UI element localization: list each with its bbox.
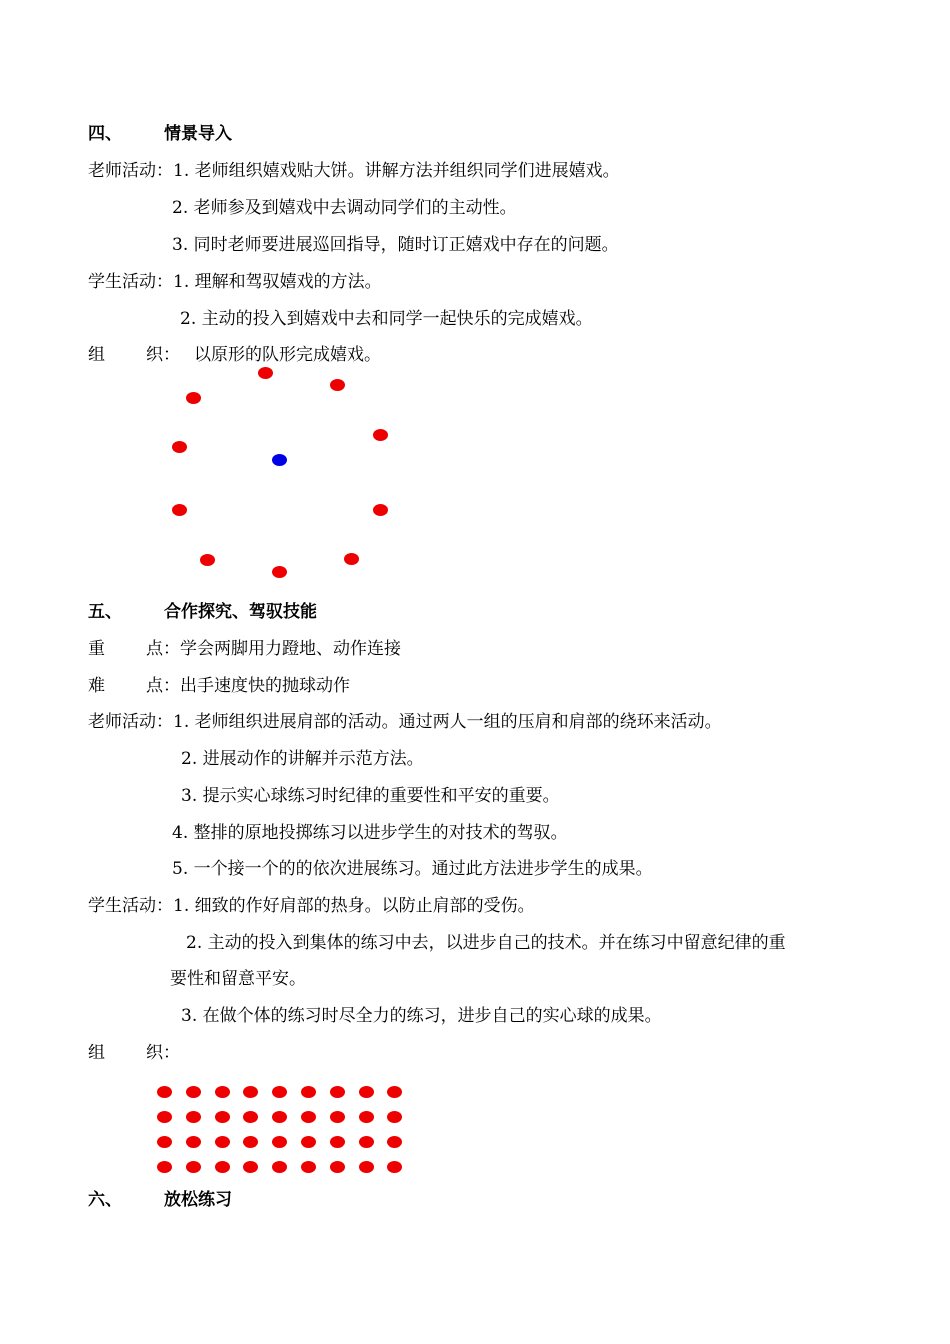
org-label-char-2: 织： xyxy=(146,345,180,365)
grid-dot xyxy=(215,1136,230,1148)
grid-dot xyxy=(157,1161,172,1173)
section-5-heading xyxy=(88,601,317,623)
section-5-number: 五、 xyxy=(88,602,122,622)
key-text: 学会两脚用力蹬地、动作连接 xyxy=(180,639,401,659)
section-5-title: 合作探究、驾驭技能 xyxy=(164,602,317,622)
grid-dot xyxy=(359,1086,374,1098)
s5-key-point xyxy=(88,638,401,660)
grid-dot xyxy=(330,1086,345,1098)
s5-student-line-1 xyxy=(88,895,535,917)
grid-dot xyxy=(215,1111,230,1123)
s5-student-line-2: 2. 主动的投入到集体的练习中去，以进步自己的技术。并在练习中留意纪律的重 xyxy=(186,933,786,953)
s5-teacher-line-2: 2. 进展动作的讲解并示范方法。 xyxy=(181,749,424,769)
grid-dot xyxy=(359,1161,374,1173)
s4-teacher-item: 1. 老师组织嬉戏贴大饼。讲解方法并组织同学们进展嬉戏。 xyxy=(173,161,620,181)
s5-difficulty xyxy=(88,675,350,697)
grid-dot xyxy=(359,1136,374,1148)
grid-dot xyxy=(215,1086,230,1098)
s5-student-label: 学生活动： xyxy=(88,896,173,916)
grid-dot xyxy=(301,1161,316,1173)
grid-dot xyxy=(330,1111,345,1123)
grid-dot xyxy=(387,1111,402,1123)
grid-dot xyxy=(215,1161,230,1173)
grid-dot xyxy=(186,1161,201,1173)
grid-dot xyxy=(157,1136,172,1148)
s4-student-line-1 xyxy=(88,271,382,293)
grid-dot xyxy=(186,1136,201,1148)
grid-dot xyxy=(272,1136,287,1148)
formation-dot xyxy=(373,429,388,441)
s5-organization xyxy=(88,1042,180,1064)
formation-dot xyxy=(373,504,388,516)
s4-organization xyxy=(88,344,381,366)
grid-dot xyxy=(387,1161,402,1173)
org-label-char-1: 组 xyxy=(88,1043,105,1063)
grid-dot xyxy=(243,1111,258,1123)
diff-label-char-1: 难 xyxy=(88,676,105,696)
s5-teacher-label: 老师活动： xyxy=(88,712,173,732)
s4-student-label: 学生活动： xyxy=(88,272,173,292)
formation-dot xyxy=(186,392,201,404)
section-4-number: 四、 xyxy=(88,124,122,144)
s5-teacher-line-3: 3. 提示实心球练习时纪律的重要性和平安的重要。 xyxy=(181,786,560,806)
grid-dot xyxy=(157,1111,172,1123)
grid-dot xyxy=(387,1086,402,1098)
s4-teacher-label: 老师活动： xyxy=(88,161,173,181)
grid-dot xyxy=(186,1086,201,1098)
key-label-char-2: 点： xyxy=(146,639,180,659)
formation-dot xyxy=(172,441,187,453)
formation-dot xyxy=(330,379,345,391)
s4-student-line-2: 2. 主动的投入到嬉戏中去和同学一起快乐的完成嬉戏。 xyxy=(180,309,593,329)
s5-student-line-3: 3. 在做个体的练习时尽全力的练习，进步自己的实心球的成果。 xyxy=(181,1006,662,1026)
s5-student-item: 1. 细致的作好肩部的热身。以防止肩部的受伤。 xyxy=(173,896,535,916)
grid-dot xyxy=(359,1111,374,1123)
s4-student-item: 1. 理解和驾驭嬉戏的方法。 xyxy=(173,272,382,292)
grid-dot xyxy=(301,1086,316,1098)
formation-dot xyxy=(258,367,273,379)
org-label-char-1: 组 xyxy=(88,345,105,365)
section-6-heading xyxy=(88,1189,232,1211)
formation-dot xyxy=(200,554,215,566)
formation-dot xyxy=(344,553,359,565)
org-text: 以原形的队形完成嬉戏。 xyxy=(194,345,381,365)
grid-dot xyxy=(330,1161,345,1173)
grid-dot xyxy=(157,1086,172,1098)
formation-dot xyxy=(172,504,187,516)
grid-dot xyxy=(272,1161,287,1173)
s5-teacher-item: 1. 老师组织进展肩部的活动。通过两人一组的压肩和肩部的绕环来活动。 xyxy=(173,712,722,732)
grid-dot xyxy=(272,1111,287,1123)
grid-dot xyxy=(301,1136,316,1148)
s5-teacher-line-5: 5. 一个接一个的的依次进展练习。通过此方法进步学生的成果。 xyxy=(172,859,653,879)
grid-formation-diagram xyxy=(157,1086,417,1182)
s5-teacher-line-4: 4. 整排的原地投掷练习以进步学生的对技术的驾驭。 xyxy=(172,823,568,843)
s4-teacher-line-1 xyxy=(88,160,620,182)
formation-dot xyxy=(272,566,287,578)
diff-text: 出手速度快的抛球动作 xyxy=(180,676,350,696)
grid-dot xyxy=(243,1086,258,1098)
grid-dot xyxy=(301,1111,316,1123)
grid-dot xyxy=(186,1111,201,1123)
diff-label-char-2: 点： xyxy=(146,676,180,696)
grid-dot xyxy=(243,1136,258,1148)
section-4-heading xyxy=(88,123,232,145)
section-4-title: 情景导入 xyxy=(164,124,232,144)
section-6-title: 放松练习 xyxy=(164,1190,232,1210)
center-dot xyxy=(272,454,287,466)
grid-dot xyxy=(330,1136,345,1148)
key-label-char-1: 重 xyxy=(88,639,105,659)
grid-dot xyxy=(387,1136,402,1148)
s4-teacher-line-2: 2. 老师参及到嬉戏中去调动同学们的主动性。 xyxy=(172,198,517,218)
section-6-number: 六、 xyxy=(88,1190,122,1210)
s5-student-line-2-cont: 要性和留意平安。 xyxy=(170,969,306,989)
grid-dot xyxy=(243,1161,258,1173)
s4-teacher-line-3: 3. 同时老师要进展巡回指导，随时订正嬉戏中存在的问题。 xyxy=(172,235,619,255)
org-label-char-2: 织： xyxy=(146,1043,180,1063)
grid-dot xyxy=(272,1086,287,1098)
s5-teacher-line-1 xyxy=(88,711,722,733)
